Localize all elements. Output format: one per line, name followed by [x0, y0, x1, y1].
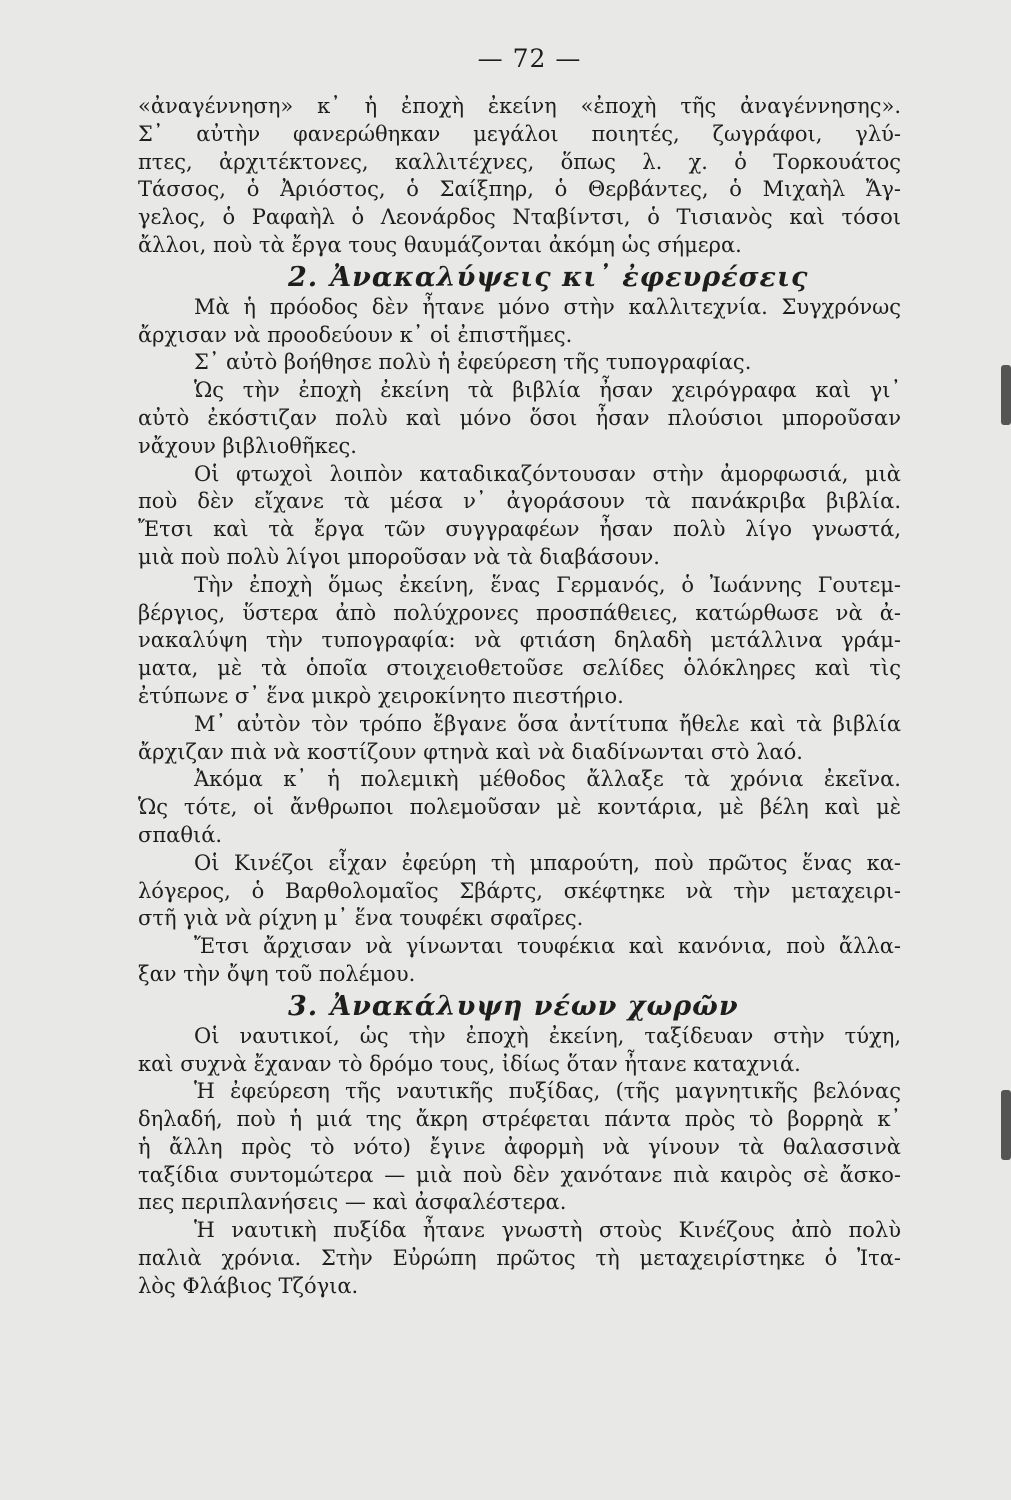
text-line: παλιὰ χρόνια. Στὴν Εὐρώπη πρῶτος τὴ μεταχειρίστηκε ὁ Ἰτα- [138, 1246, 901, 1271]
section-discoveries-inventions [138, 294, 901, 989]
section-number: 3. [288, 990, 319, 1022]
text-line: ξαν τὴν ὄψη τοῦ πολέμου. [138, 961, 416, 986]
text-line: «ἀναγέννηση» κ᾽ ἡ ἐποχὴ ἐκείνη «ἐποχὴ τῆς ἀναγέννησης». [138, 94, 901, 118]
paragraph [138, 1023, 901, 1079]
text-line: λόγερος, ὁ Βαρθολομαῖος Σβάρτς, σκέφτηκε νὰ τὴν μεταχειρι- [138, 878, 901, 903]
text-line: δηλαδή, ποὺ ἡ μιά της ἄκρη στρέφεται πάντα πρὸς τὸ βορρηὰ κ᾽ [138, 1107, 901, 1132]
section-heading-3 [138, 991, 901, 1023]
text-line: Ἀκόμα κ᾽ ἡ πολεμικὴ μέθοδος ἄλλαξε τὰ χρόνια ἐκεῖνα. [194, 767, 901, 792]
text-line: Ὡς τὴν ἐποχὴ ἐκείνη τὰ βιβλία ἦσαν χειρόγραφα καὶ γι᾽ [194, 378, 901, 403]
text-line: ἐτύπωνε σ᾽ ἕνα μικρὸ χειροκίνητο πιεστήριο. [138, 683, 624, 708]
scan-edge-mark [1001, 365, 1011, 425]
paragraph [138, 1078, 901, 1217]
paragraph [138, 933, 901, 989]
text-line: μιὰ ποὺ πολὺ λίγοι μποροῦσαν νὰ τὰ διαβάσουν. [138, 544, 660, 569]
text-line: Ἡ ναυτικὴ πυξίδα ἦτανε γνωστὴ στοὺς Κινέζους ἀπὸ πολὺ [194, 1218, 901, 1243]
text-line: ματα, μὲ τὰ ὁποῖα στοιχειοθετοῦσε σελίδες ὁλόκληρες καὶ τὶς [138, 656, 901, 681]
text-line: ἄρχιζαν πιὰ νὰ κοστίζουν φτηνὰ καὶ νὰ διαδίνωνται στὸ λαό. [138, 739, 803, 764]
paragraph [138, 377, 901, 460]
text-line: βέργιος, ὕστερα ἀπὸ πολύχρονες προσπάθειες, κατώρθωσε νὰ ἀ- [138, 600, 901, 625]
paragraph [138, 766, 901, 849]
text-line: λὸς Φλάβιος Τζόγια. [138, 1273, 359, 1298]
paragraph [138, 572, 901, 711]
text-line: ποὺ δὲν εἴχανε τὰ μέσα ν᾽ ἀγοράσουν τὰ πανάκριβα βιβλία. [138, 489, 901, 514]
section-number: 2. [288, 261, 319, 293]
paragraph [138, 294, 901, 350]
text-line: Οἱ ναυτικοί, ὡς τὴν ἐποχὴ ἐκείνη, ταξίδευαν στὴν τύχη, [194, 1023, 901, 1048]
text-line: ἡ ἄλλη πρὸς τὸ νότο) ἔγινε ἀφορμὴ νὰ γίνουν τὰ θαλασσινὰ [138, 1134, 901, 1159]
text-line: ἄλλοι, ποὺ τὰ ἔργα τους θαυμάζονται ἀκόμη ὡς σήμερα. [138, 232, 742, 257]
paragraph [138, 711, 901, 767]
paragraph [138, 850, 901, 933]
text-line: Ἔτσι ἄρχισαν νὰ γίνωνται τουφέκια καὶ κανόνια, ποὺ ἄλλα- [194, 934, 901, 959]
text-line: Τάσσος, ὁ Ἀριόστος, ὁ Σαίξπηρ, ὁ Θερβάντες, ὁ Μιχαὴλ Ἄγ- [138, 177, 901, 202]
text-line: νακαλύψη τὴν τυπογραφία: νὰ φτιάση δηλαδὴ μετάλλινα γράμ- [138, 628, 901, 653]
text-line: γελος, ὁ Ραφαὴλ ὁ Λεονάρδος Νταβίντσι, ὁ Τισιανὸς καὶ τόσοι [138, 205, 901, 230]
text-line: στῆ γιὰ νὰ ρίχνη μ᾽ ἕνα τουφέκι σφαῖρες. [138, 906, 584, 931]
section-title: Ἀνακάλυψη νέων χωρῶν [330, 990, 739, 1022]
text-line: Σ᾽ αὐτὴν φανερώθηκαν μεγάλοι ποιητές, ζωγράφοι, γλύ- [138, 121, 901, 146]
text-line: πτες, ἀρχιτέκτονες, καλλιτέχνες, ὅπως λ. χ. ὁ Τορκουάτος [138, 149, 901, 174]
text-line: Ἔτσι καὶ τὰ ἔργα τῶν συγγραφέων ἦσαν πολὺ λίγο γνωστά, [138, 517, 901, 542]
section-heading-2 [138, 262, 901, 294]
text-line: σπαθιά. [138, 822, 223, 847]
text-line: Οἱ Κινέζοι εἶχαν ἐφεύρη τὴ μπαρούτη, ποὺ πρῶτος ἕνας κα- [194, 850, 901, 875]
paragraph [138, 349, 901, 377]
section-renaissance-arts [138, 93, 901, 260]
text-line: αὐτὸ ἐκόστιζαν πολὺ καὶ μόνο ὅσοι ἦσαν πλούσιοι μποροῦσαν [138, 405, 901, 430]
text-line: Μ᾽ αὐτὸν τὸν τρόπο ἔβγανε ὅσα ἀντίτυπα ἤθελε καὶ τὰ βιβλία [194, 711, 901, 736]
paragraph [138, 461, 901, 572]
paragraph [138, 1217, 901, 1300]
section-new-lands [138, 1023, 901, 1301]
paragraph [138, 93, 901, 260]
scan-edge-mark [1001, 1090, 1011, 1160]
text-line: πες περιπλανήσεις — καὶ ἀσφαλέστερα. [138, 1190, 567, 1215]
page-number: — 72 — [477, 44, 582, 73]
text-line: Ὡς τότε, οἱ ἄνθρωποι πολεμοῦσαν μὲ κοντάρια, μὲ βέλη καὶ μὲ [138, 795, 901, 820]
text-line: καὶ συχνὰ ἔχαναν τὸ δρόμο τους, ἰδίως ὅταν ἦτανε καταχνιά. [138, 1051, 801, 1076]
text-line: ἄρχισαν νὰ προοδεύουν κ᾽ οἱ ἐπιστῆμες. [138, 322, 573, 347]
text-line: Τὴν ἐποχὴ ὅμως ἐκείνη, ἕνας Γερμανός, ὁ Ἰωάννης Γουτεμ- [194, 572, 901, 597]
text-line: ταξίδια συντομώτερα — μιὰ ποὺ δὲν χανότανε πιὰ καιρὸς σὲ ἄσκο- [138, 1162, 901, 1187]
text-line: Ἡ ἐφεύρεση τῆς ναυτικῆς πυξίδας, (τῆς μαγνητικῆς βελόνας [194, 1079, 901, 1104]
text-line: Μὰ ἡ πρόοδος δὲν ἦτανε μόνο στὴν καλλιτεχνία. Συγχρόνως [194, 294, 901, 319]
text-line: Οἱ φτωχοὶ λοιπὸν καταδικαζόντουσαν στὴν ἀμορφωσιά, μιὰ [194, 461, 901, 486]
section-title: Ἀνακαλύψεις κι᾽ ἐφευρέσεις [330, 261, 809, 293]
text-line: νἄχουν βιβλιοθῆκες. [138, 433, 357, 458]
text-line: Σ᾽ αὐτὸ βοήθησε πολὺ ἡ ἐφεύρεση τῆς τυπογραφίας. [194, 350, 752, 375]
